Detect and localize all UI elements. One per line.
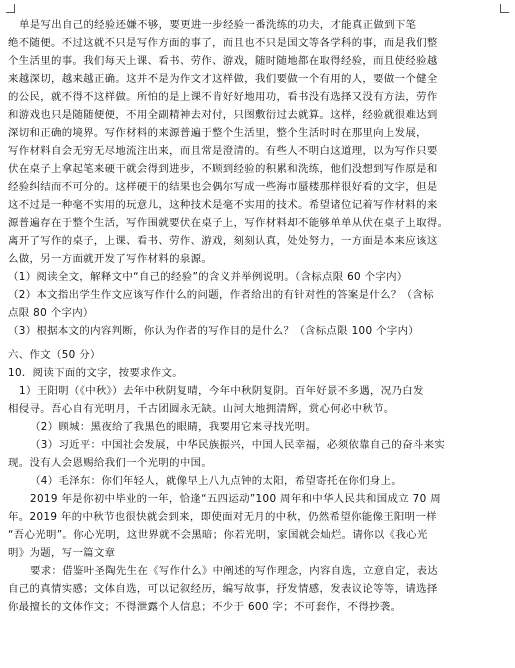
material-4: （4）毛泽东：你们年轻人，就像早上八九点钟的太阳，希望寄托在你们身上。	[30, 475, 403, 487]
passage-line: 伏在桌子上拿起笔来硬干就会得到进步，不顾到经验的积累和洗练，他们没想到写作原是和	[8, 163, 438, 175]
material-2: （2）顾城：黑夜给了我黑色的眼睛，我要用它来寻找光明。	[30, 421, 317, 433]
prompt-line: 年。2019 年的中秋节也很快就会到来，即使面对无月的中秋，仍然希望你能像王阳明一样	[8, 511, 437, 523]
question-1: （1）阅读全文，解释文中“自己的经验”的含义并举例说明。（含标点限 60 个字内）	[8, 271, 408, 283]
passage-line: 个生活里的事。我们每天上课、看书、劳作、游戏，随时随地都在取得经验，而且使经验越	[8, 55, 438, 67]
section-heading: 六、作文（50 分）	[8, 349, 101, 361]
passage-line: 来越深切，越来越正确。这并不是为作文才这样做，我们要做一个有用的人，要做一个健全	[8, 73, 438, 85]
page-corner-mark-right	[500, 4, 509, 13]
prompt-line: 明》为题，写一篇文章	[8, 547, 116, 559]
material-3: （3）习近平：中国社会发展，中华民族振兴，中国人民幸福，必须依靠自己的奋斗来实	[30, 439, 446, 451]
passage-line: 深切和正确的境界。写作材料的来源普遍于整个生活里，整个生活时时在那里向上发展，	[8, 127, 427, 139]
passage-line: 写作材料自会无穷无尽地流注出来，而且常是澄清的。有些人不明白这道理，以为写作只要	[8, 145, 438, 157]
material-1-cont: 相侵寻。吾心自有光明月，千古团圆永无缺。山河大地拥清辉，赏心何必中秋节。	[8, 403, 395, 415]
passage-line: 绝不随便。不过这就不只是写作方面的事了，而且也不只是国文等各学科的事，而是我们整	[8, 37, 438, 49]
passage-line: 这不过是一种毫不实用的玩意儿，这种技术是毫不实用的技术。希望诸位记着写作材料的来	[8, 199, 438, 211]
requirement-line: 自己的真情实感；文体自选，可以记叙经历，编写故事，抒发情感，发表议论等等，请选择	[8, 583, 438, 595]
prompt-line: 2019 年是你初中毕业的一年，恰逢“五四运动”100 周年和中华人民共和国成立 70 周	[30, 493, 441, 505]
passage-line: 么做，另一方面就开发了写作材料的泉源。	[8, 253, 213, 265]
passage-line: 单是写出自己的经验还嫌不够，要更进一步经验一番洗练的功夫，才能真正做到下笔	[19, 19, 417, 31]
question-3: （3）根据本文的内容判断，你认为作者的写作目的是什么？（含标点限 100 个字内）	[8, 325, 420, 337]
passage-line: 经验纠结而不可分的。这样硬干的结果也会偶尔写成一些海市蜃楼那样很好看的文字，但是	[8, 181, 438, 193]
passage-line: 和游戏也只是随随便便，不用全副精神去对付，只图敷衍过去就算。这样，经验就很难达到	[8, 109, 438, 121]
question-2-cont: 点限 80 个字内）	[8, 307, 94, 319]
prompt-line: “吾心光明”。你心光明，这世界就不会黑暗；你若光明，家国就会灿烂。请你以《我心光	[8, 529, 428, 541]
question-2: （2）本文指出学生作文应该写作什么的问题，作者给出的有针对性的答案是什么？（含标	[8, 289, 434, 301]
task-intro: 10．阅读下面的文字，按要求作文。	[8, 367, 184, 379]
page-corner-mark-left	[6, 4, 15, 13]
passage-line: 的公民，就不得不这样做。所怕的是上课不肯好好地用功，看书没有选择又没有方法，劳作	[8, 91, 438, 103]
document-body	[8, 16, 505, 616]
passage-line: 离开了写作的桌子，上课、看书、劳作、游戏，刻刻认真，处处努力，一方面是本来应该这	[8, 235, 438, 247]
passage-line: 源普遍存在于整个生活，写作围就要伏在桌子上，写作材料却不能够单单从伏在桌子上取得。	[8, 217, 449, 229]
requirement-line: 你最擅长的文体作文；不得泄露个人信息；不少于 600 字；不可套作，不得抄袭。	[8, 601, 402, 613]
material-3-cont: 现。没有人会恩赐给我们一个光明的中国。	[8, 457, 213, 469]
material-1: 1）王阳明（《中秋》）去年中秋阴复晴，今年中秋阴复阴。百年好景不多遇，况乃白发	[19, 385, 424, 397]
requirement-line: 要求：借鉴叶圣陶先生在《写作什么》中阐述的写作理念，内容自选，立意自定，表达	[30, 565, 439, 577]
